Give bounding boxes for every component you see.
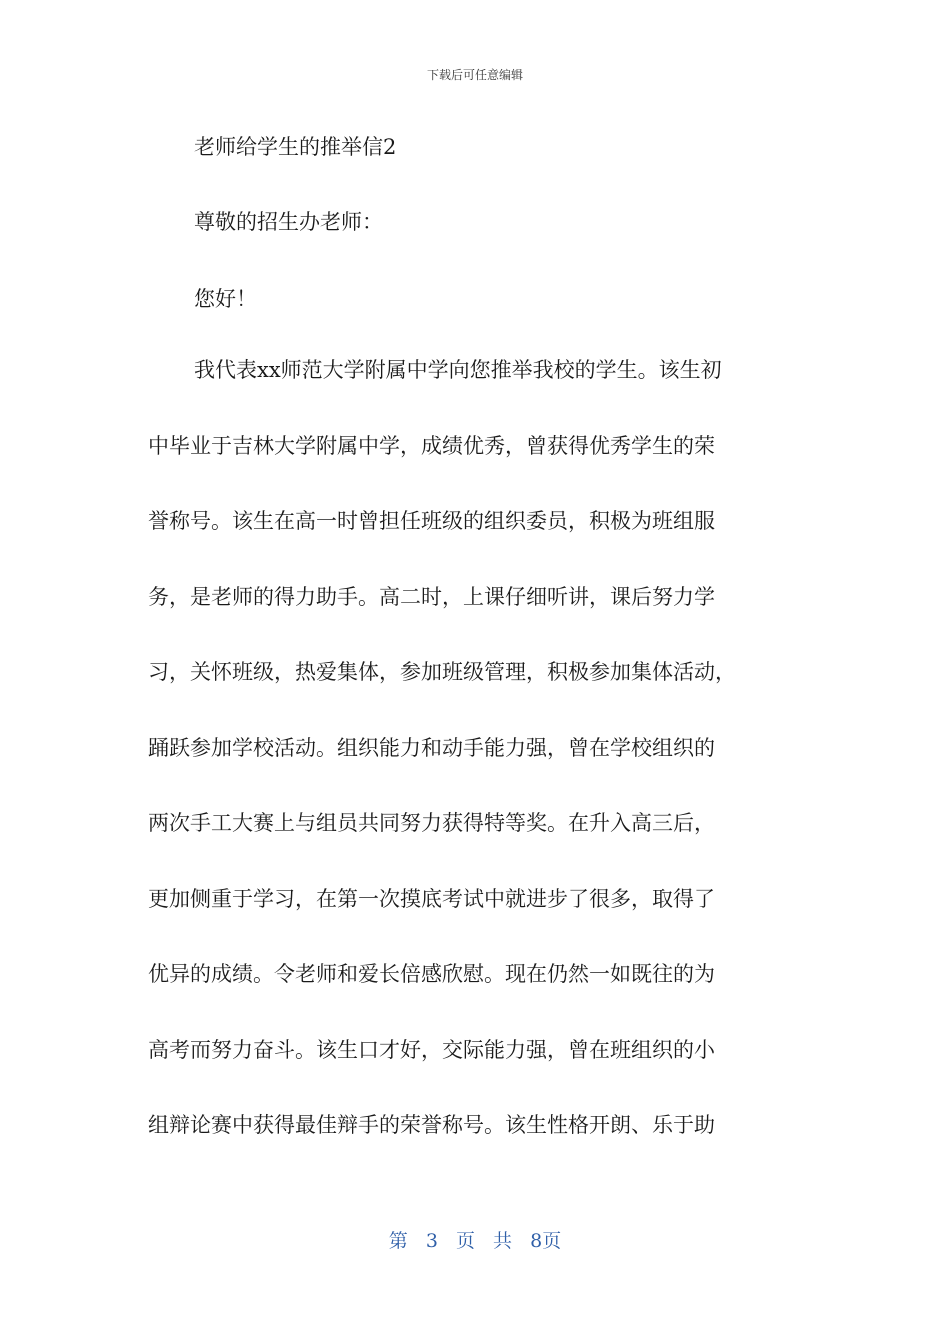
body-line: 习，关怀班级，热爱集体，参加班级管理，积极参加集体活动， bbox=[148, 660, 736, 684]
footer-total-pages: 8页 bbox=[530, 1230, 562, 1252]
body-line: 优异的成绩。令老师和爱长倍感欣慰。现在仍然一如既往的为 bbox=[148, 962, 715, 986]
body-line: 中毕业于吉林大学附属中学，成绩优秀，曾获得优秀学生的荣 bbox=[148, 433, 715, 458]
footer-current-page: 3 bbox=[425, 1230, 438, 1252]
body-line: 务，是老师的得力助手。高二时，上课仔细听讲，课后努力学 bbox=[148, 584, 715, 609]
header-note: 下载后可任意编辑 bbox=[426, 68, 523, 82]
letter-body bbox=[148, 350, 813, 1181]
body-line: 踊跃参加学校活动。组织能力和动手能力强，曾在学校组织的 bbox=[148, 735, 715, 760]
letter-greeting: 您好！ bbox=[194, 287, 257, 311]
body-line: 更加侧重于学习，在第一次摸底考试中就进步了很多，取得了 bbox=[148, 886, 715, 911]
body-line: 我代表xx师范大学附属中学向您推举我校的学生。该生初 bbox=[194, 358, 722, 382]
page-footer bbox=[0, 1226, 950, 1253]
letter-title: 老师给学生的推举信2 bbox=[194, 135, 397, 159]
body-line: 组辩论赛中获得最佳辩手的荣誉称号。该生性格开朗、乐于助 bbox=[148, 1113, 715, 1137]
body-line: 两次手工大赛上与组员共同努力获得特等奖。在升入高三后， bbox=[148, 811, 715, 835]
body-line: 高考而努力奋斗。该生口才好，交际能力强，曾在班组织的小 bbox=[148, 1037, 715, 1062]
footer-total-label: 共 bbox=[493, 1230, 513, 1252]
footer-of-label: 页 bbox=[455, 1230, 475, 1252]
body-line: 誉称号。该生在高一时曾担任班级的组织委员，积极为班组服 bbox=[148, 509, 715, 533]
letter-salutation: 尊敬的招生办老师： bbox=[194, 210, 383, 234]
footer-page-label: 第 bbox=[388, 1230, 408, 1252]
